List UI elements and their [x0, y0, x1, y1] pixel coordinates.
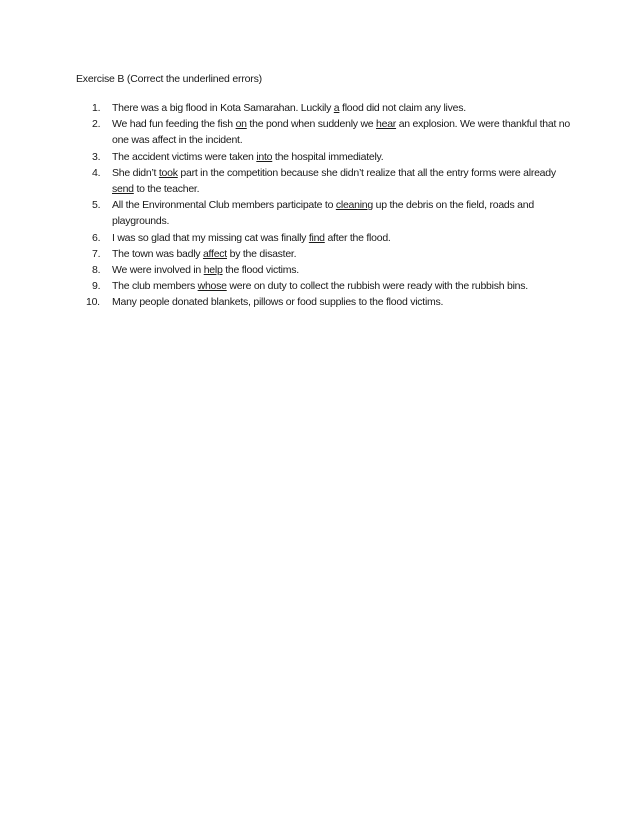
sentence-text: after the flood. [324, 231, 391, 244]
sentence-text: The town was badly [112, 247, 203, 260]
exercise-item-9 [0, 278, 572, 294]
item-number: 8. [92, 264, 101, 277]
underlined-error: help [203, 264, 223, 277]
underlined-error: send [112, 183, 134, 196]
sentence-text: part in the competition because she didn’t realize that all the entry forms were already [177, 166, 556, 179]
exercise-item-1 [0, 100, 572, 116]
sentence-text: I was so glad that my missing cat was finally [112, 231, 309, 244]
sentence-text: Many people donated blankets, pillows or food supplies to the flood victims. [112, 296, 444, 309]
exercise-list [0, 100, 638, 311]
item-number: 7. [92, 247, 101, 260]
sentence-text: All the Environmental Club members participate to [112, 199, 336, 212]
item-number: 5. [92, 199, 101, 212]
sentence-text: the pond when suddenly we [246, 118, 377, 131]
underlined-error: find [308, 231, 325, 244]
sentence-text: flood did not claim any lives. [339, 102, 466, 114]
sentence-text: the flood victims. [222, 264, 299, 277]
exercise-item-6 [0, 230, 572, 246]
item-number: 6. [92, 231, 101, 244]
exercise-item-4 [0, 165, 572, 197]
exercise-item-7 [0, 246, 572, 262]
item-number: 4. [92, 166, 101, 179]
sentence-text: The accident victims were taken [112, 150, 257, 163]
underlined-error: a [333, 102, 340, 114]
exercise-item-10 [0, 294, 572, 310]
sentence-text: were on duty to collect the rubbish were ready with the rubbish bins. [226, 280, 528, 293]
exercise-item-8 [0, 262, 572, 278]
item-number: 1. [92, 102, 101, 114]
underlined-error: hear [376, 118, 397, 131]
sentence-text: We had fun feeding the fish [112, 118, 236, 131]
sentence-text: by the disaster. [226, 247, 297, 260]
item-number: 9. [92, 280, 101, 293]
underlined-error: whose [197, 280, 227, 293]
exercise-item-2 [0, 116, 572, 148]
sentence-text: up the debris on the field, roads and playgrounds. [112, 199, 534, 228]
sentence-text: She didn’t [112, 166, 159, 179]
underlined-error: cleaning [335, 199, 373, 212]
underlined-error: affect [202, 247, 227, 260]
sentence-text: the hospital immediately. [272, 150, 384, 163]
underlined-error: took [158, 166, 178, 179]
exercise-item-3 [0, 149, 572, 165]
sentence-text: There was a big flood in Kota Samarahan. Luckily [112, 102, 334, 114]
item-number: 2. [92, 118, 101, 131]
sentence-text: The club members [112, 280, 198, 293]
underlined-error: on [235, 118, 247, 131]
exercise-item-5 [0, 197, 572, 229]
sentence-text: to the teacher. [133, 183, 200, 196]
item-number: 3. [92, 150, 101, 163]
sentence-text: We were involved in [112, 264, 204, 277]
underlined-error: into [256, 150, 273, 163]
item-number: 10. [86, 296, 100, 309]
sentence-text: an explosion. We were thankful that no one was affect in the incident. [112, 118, 570, 147]
exercise-heading: Exercise B (Correct the underlined errors) [76, 73, 262, 85]
